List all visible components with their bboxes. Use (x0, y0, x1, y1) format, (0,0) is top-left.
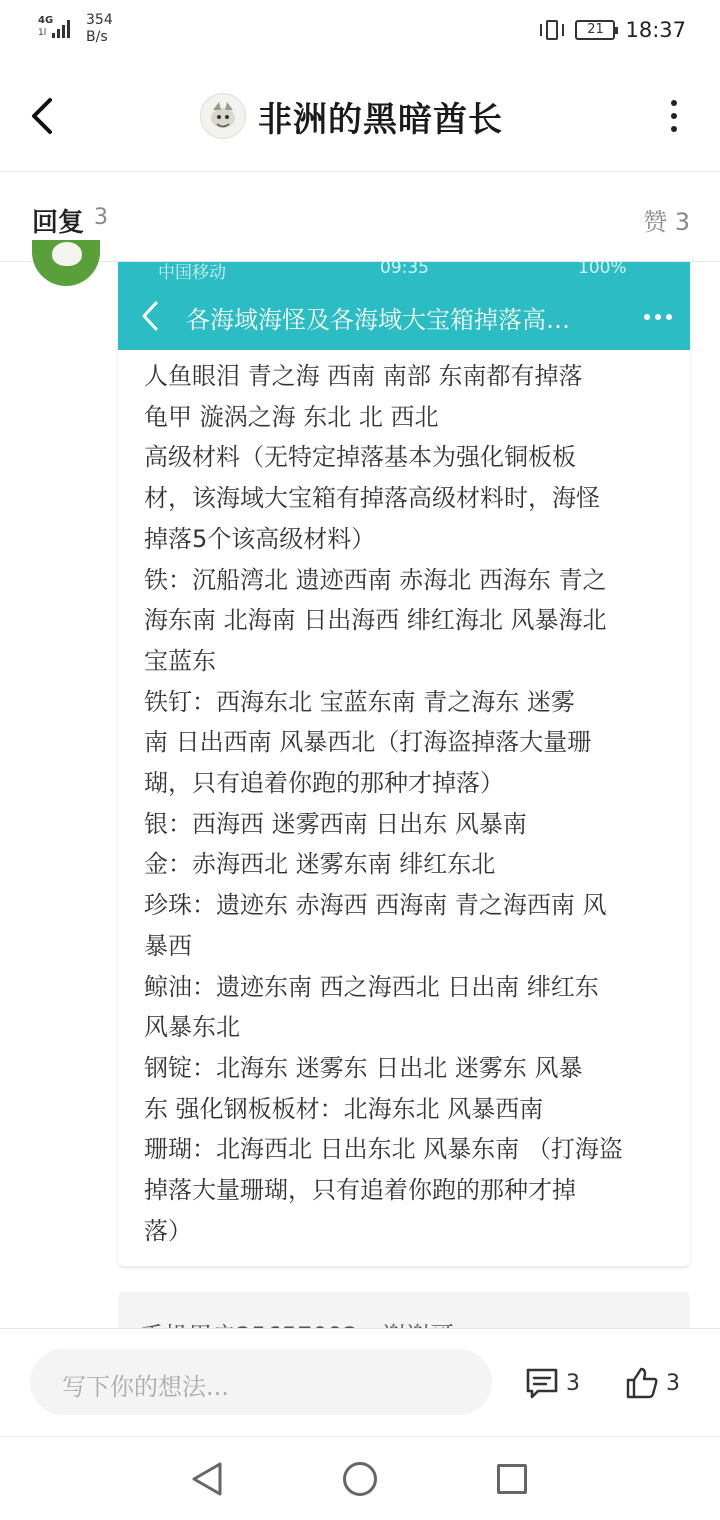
embedded-more-icon (644, 314, 672, 320)
comment-button[interactable] (524, 1363, 580, 1403)
comment-input-placeholder: 写下你的想法... (62, 1373, 229, 1401)
text-line: 铁钉：西海东北 宝蓝东南 青之海东 迷雾 (144, 687, 575, 716)
embedded-status-bar: 中国移动 09:35 100% (118, 262, 690, 284)
text-line: 暴西 (144, 931, 192, 960)
vibrate-icon (539, 19, 565, 41)
text-line: 风暴东北 (144, 1013, 240, 1042)
network-sub: 1l (38, 28, 47, 38)
embedded-text-block (144, 356, 684, 1251)
network-type: 4G (38, 15, 54, 26)
embedded-header (118, 284, 690, 350)
nav-recents-icon[interactable] (497, 1464, 527, 1494)
embedded-back-icon (140, 300, 160, 332)
back-arrow-icon (26, 94, 66, 138)
thumbs-up-icon (624, 1365, 660, 1401)
text-line: 钢锭：北海东 迷雾东 日出北 迷雾东 风暴 (144, 1053, 583, 1082)
more-vertical-icon (671, 100, 677, 106)
reply-content (0, 258, 720, 1328)
signal-icon (38, 16, 78, 42)
text-line: 金：赤海西北 迷雾东南 绯红东北 (144, 850, 496, 879)
text-line: 落） (144, 1216, 192, 1245)
back-button[interactable] (26, 94, 66, 138)
text-line: 珍珠：遗迹东 赤海西 西海南 青之海西南 风 (144, 891, 607, 920)
page-title: 非洲的黑暗酋长 (258, 99, 503, 140)
like-count: 3 (666, 1370, 680, 1396)
app-header (0, 60, 720, 172)
text-line: 银：西海西 迷雾西南 日出东 风暴南 (144, 809, 527, 838)
more-options-button[interactable] (668, 100, 680, 132)
embedded-title: 各海域海怪及各海域大宝箱掉落高… (186, 306, 570, 334)
text-line: 掉落5个该高级材料） (144, 524, 376, 553)
text-line: 鲸油：遗迹东南 西之海西北 日出南 绯红东 (144, 972, 599, 1001)
header-avatar[interactable] (200, 93, 246, 139)
avatar-image (203, 96, 243, 136)
comment-count: 3 (566, 1370, 580, 1396)
comment-input[interactable] (30, 1349, 492, 1415)
clock: 18:37 (625, 18, 686, 42)
reply-label: 回复 (32, 208, 85, 238)
text-line: 人鱼眼泪 青之海 西南 南部 东南都有掉落 (144, 362, 583, 390)
status-bar (0, 0, 720, 60)
text-line: 材，该海域大宝箱有掉落高级材料时，海怪 (144, 484, 600, 513)
text-line: 掉落大量珊瑚，只有追着你跑的那种才掉 (144, 1176, 576, 1205)
nav-back-icon[interactable] (190, 1461, 224, 1497)
text-line: 瑚，只有追着你跑的那种才掉落） (144, 769, 504, 798)
text-line: 海东南 北海南 日出海西 绯红海北 风暴海北 (144, 606, 607, 635)
comment-icon (524, 1365, 560, 1401)
text-line: 铁：沉船湾北 遗迹西南 赤海北 西海东 青之 (144, 565, 607, 594)
embedded-screenshot[interactable] (118, 258, 690, 1266)
text-line: 南 日出西南 风暴西北（打海盗掉落大量珊 (144, 728, 592, 757)
like-count-text[interactable]: 赞 3 (643, 208, 690, 236)
text-line: 珊瑚：北海西北 日出东北 风暴东南 （打海盗 (144, 1135, 623, 1164)
commenter-avatar[interactable] (32, 240, 100, 286)
network-speed: 354 B/s (86, 12, 113, 45)
reply-count: 3 (94, 205, 108, 230)
text-line: 高级材料（无特定掉落基本为强化铜板板 (144, 443, 576, 472)
text-line: 龟甲 漩涡之海 东北 北 西北 (144, 402, 439, 431)
reply-bar (0, 172, 720, 262)
text-line: 东 强化钢板板材：北海东北 风暴西南 (144, 1094, 544, 1123)
like-button[interactable] (624, 1363, 680, 1403)
bottom-input-bar (0, 1328, 720, 1436)
nav-home-icon[interactable] (343, 1462, 377, 1496)
system-nav-bar (0, 1436, 720, 1520)
text-line: 宝蓝东 (144, 646, 216, 675)
battery-icon: 21 (575, 20, 615, 40)
header-title-group (200, 90, 503, 142)
